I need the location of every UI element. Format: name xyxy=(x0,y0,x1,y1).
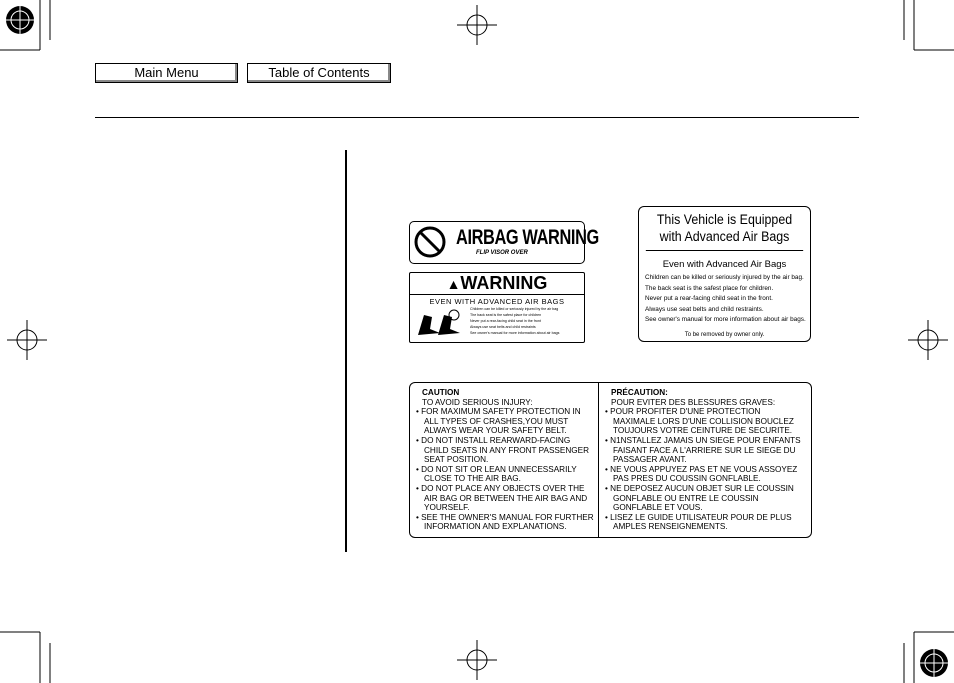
table-of-contents-button[interactable]: Table of Contents xyxy=(247,63,391,83)
caution-title: CAUTION xyxy=(422,388,460,397)
caution-title: PRÉCAUTION: xyxy=(611,388,668,397)
advanced-airbags-label xyxy=(638,206,811,342)
list-item: See owner's manual for more information about air bags xyxy=(470,331,560,335)
list-item: • NE VOUS APPUYEZ PAS ET NE VOUS ASSOYEZ PAS PRES DU COUSSIN GONFLABLE. xyxy=(603,465,803,484)
column-divider xyxy=(345,150,347,552)
label-footer: To be removed by owner only. xyxy=(684,331,765,338)
label-title: This Vehicle is Equipped with Advanced Air Bags xyxy=(646,207,803,251)
list-item: Always use seat belts and child restraints xyxy=(470,325,536,329)
list-item: Always use seat belts and child restraints. xyxy=(645,305,764,313)
list-item: • DO NOT PLACE ANY OBJECTS OVER THE AIR BAG OR BETWEEN THE AIR BAG AND YOURSELF. xyxy=(414,484,596,513)
label-subtitle: FLIP VISOR OVER xyxy=(476,250,528,256)
header-divider xyxy=(95,117,859,118)
list-item: The back seat is the safest place for children. xyxy=(645,284,774,292)
main-menu-button[interactable]: Main Menu xyxy=(95,63,238,83)
list-item: The back seat is the safest place for children xyxy=(470,313,542,317)
list-item: • FOR MAXIMUM SAFETY PROTECTION IN ALL TYPES OF CRASHES,YOU MUST ALWAYS WEAR YOUR SAFETY BELT. xyxy=(414,407,596,436)
list-item: • LISEZ LE GUIDE UTILISATEUR POUR DE PLUS AMPLES RENSEIGNEMENTS. xyxy=(603,513,803,532)
warning-triangle-icon: ▲ xyxy=(446,276,461,292)
list-item: • N1NSTALLEZ JAMAIS UN SIEGE POUR ENFANTS FAISANT FACE A L'ARRIERE SUR LE SIEGE DU PASSAGER AVANT. xyxy=(603,436,803,465)
warning-label xyxy=(409,272,585,343)
registration-icon xyxy=(920,649,948,677)
list-item: • POUR PROFITER D'UNE PROTECTION MAXIMALE LORS D'UNE COLLISION BOUCLEZ TOUJOURS VOTRE CEINTURE DE SECURITE. xyxy=(603,407,803,436)
list-item: Children can be killed or seriously injured by the air bag. xyxy=(645,274,804,281)
no-child-seat-icon xyxy=(413,225,447,259)
caution-subtitle: TO AVOID SERIOUS INJURY: xyxy=(422,397,533,407)
label-title: WARNING xyxy=(460,273,548,293)
caution-subtitle: POUR EVITER DES BLESSURES GRAVES: xyxy=(611,397,776,407)
list-item: • NE DEPOSEZ AUCUN OBJET SUR LE COUSSIN GONFLABLE OU ENTRE LE COUSSIN GONFLABLE ET VOUS. xyxy=(603,484,803,513)
list-item: Never put a rear-facing child seat in the front. xyxy=(645,295,773,302)
list-item: • SEE THE OWNER'S MANUAL FOR FURTHER INFORMATION AND EXPLANATIONS. xyxy=(414,513,596,532)
registration-icon xyxy=(6,6,34,34)
airbag-warning-visor-label xyxy=(409,221,599,264)
caution-divider xyxy=(598,383,599,537)
child-seat-icon xyxy=(414,307,462,337)
caution-english xyxy=(414,388,596,532)
label-subtitle: Even with Advanced Air Bags xyxy=(662,259,787,270)
list-item: • DO NOT SIT OR LEAN UNNECESSARILY CLOSE TO THE AIR BAG. xyxy=(414,465,596,484)
label-subtitle: EVEN WITH ADVANCED AIR BAGS xyxy=(429,297,565,306)
caution-french xyxy=(603,388,803,532)
list-item: See owner's manual for more information about air bags. xyxy=(645,316,806,323)
list-item: Children can be killed or seriously injured by the air bag xyxy=(470,307,559,311)
list-item: • DO NOT INSTALL REARWARD-FACING CHILD SEATS IN ANY FRONT PASSENGER SEAT POSITION. xyxy=(414,436,596,465)
list-item: Never put a rear-facing child seat in the front xyxy=(470,319,541,323)
label-title: AIRBAG WARNING xyxy=(456,226,599,249)
caution-label xyxy=(409,382,812,538)
